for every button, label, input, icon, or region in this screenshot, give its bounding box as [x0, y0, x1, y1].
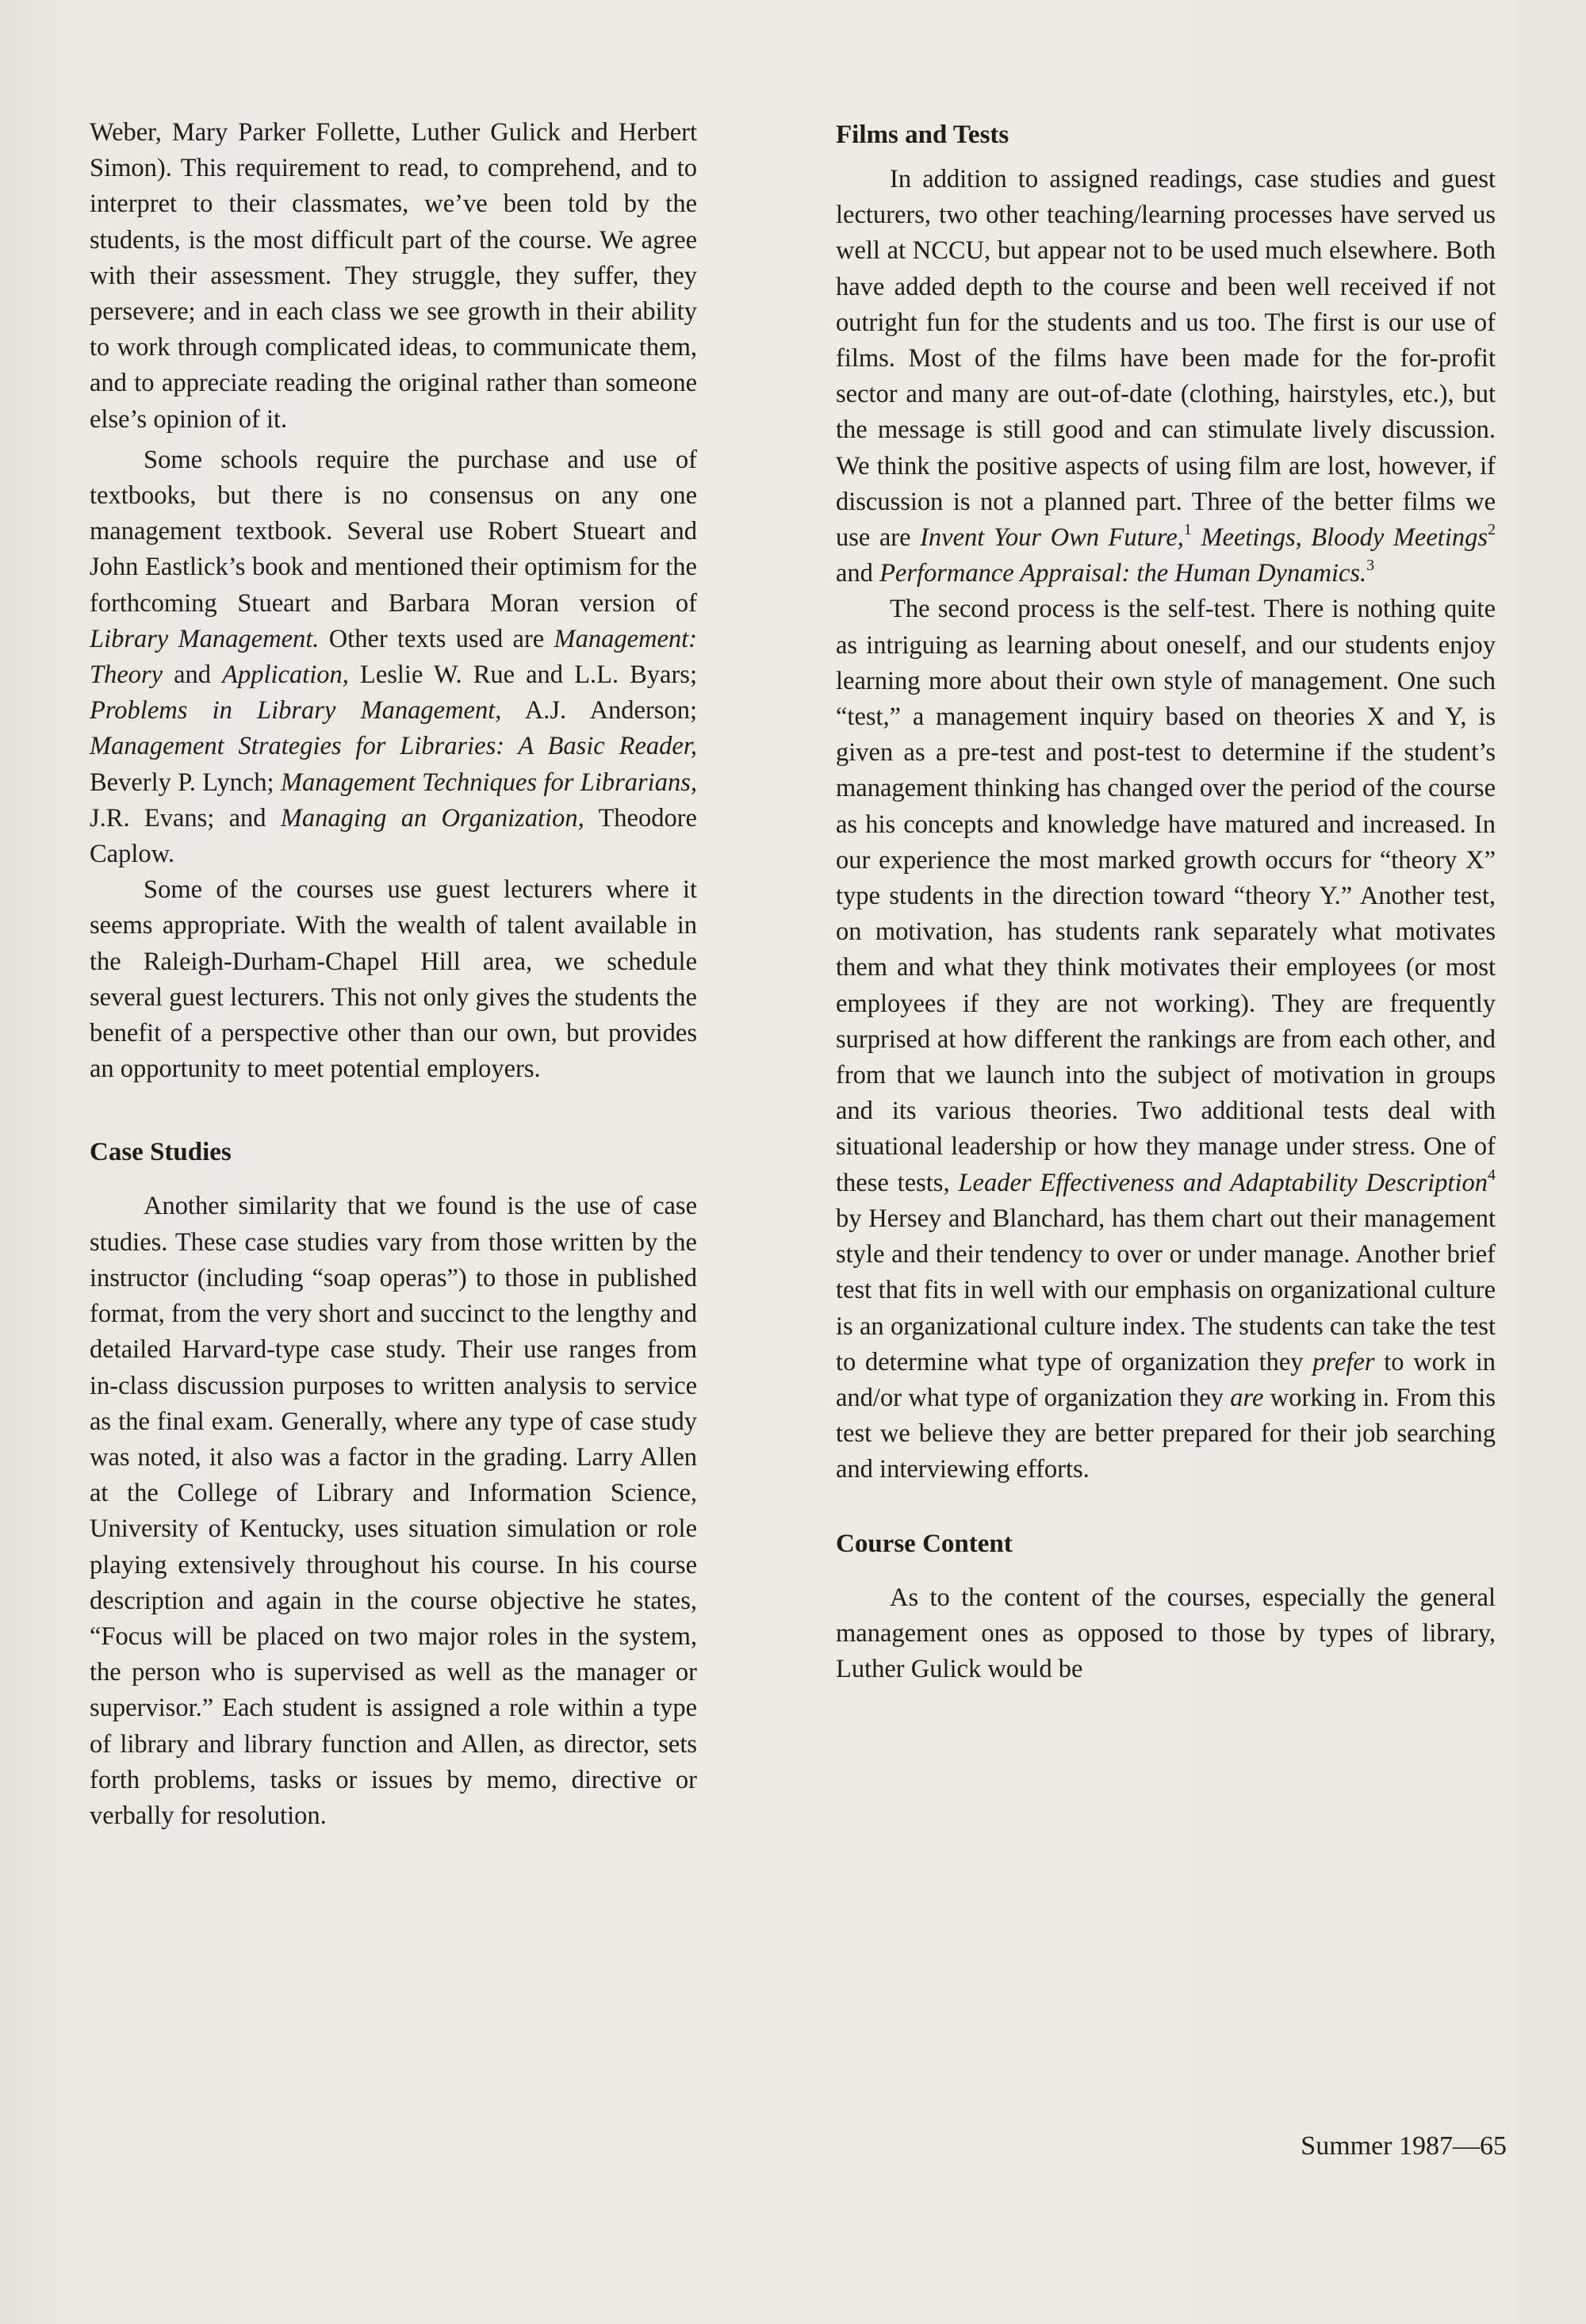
emphasis: are [1230, 1383, 1264, 1412]
left-column [90, 115, 697, 1834]
book-title: Application, [222, 660, 349, 690]
footnote-ref: 2 [1488, 521, 1496, 539]
book-title: Managing an Organization, [280, 803, 584, 833]
section-heading-films-and-tests: Films and Tests [836, 121, 1009, 149]
paragraph: Some of the courses use guest lecturers where it seems appropriate. With the wealth of talent available in the Raleigh-Durham-Chapel Hill area, we schedule several guest lecturers. This not only gives the students the benefit of a perspective other than our own, but provides an opportunity to meet potential employers. [90, 875, 697, 1084]
book-title: Problems in Library Management, [90, 696, 502, 726]
paragraph: Weber, Mary Parker Follette, Luther Gulick and Herbert Simon). This requirement to read, to comprehend, and to interpret to their classmates, we’ve been told by the students, is the most difficult part of the course. We agree with their assessment. They struggle, they suffer, they persevere; and in each class we see growth in their ability to work through complicated ideas, to communicate them, and to appreciate reading the original rather than someone else’s opinion of it. [90, 118, 697, 434]
page-footer: Summer 1987—65 [1301, 2131, 1507, 2161]
book-title: Management Strategies for Libraries: A Basic Reader, [90, 732, 697, 761]
emphasis: prefer [1312, 1347, 1375, 1376]
footnote-ref: 4 [1488, 1166, 1496, 1184]
right-column [836, 117, 1496, 1687]
book-title: Management: Theory [90, 624, 697, 690]
book-title: Management Techniques for Librarians, [280, 768, 697, 797]
footnote-ref: 3 [1366, 557, 1375, 575]
section-heading-course-content: Course Content [836, 1529, 1013, 1558]
paragraph: Some schools require the purchase and use of textbooks, but there is no consensus on any one management textbook. Several use Robert Stueart and John Eastlick’s book and mentioned their optimism for the forthcoming Stueart and Barbara Moran version of Library Management. Other texts used are Management: Theory and Application, Leslie W. Rue and L.L. Byars; Problems in Library Management, A.J. Anderson; Management Strategies for Libraries: A Basic Reader, Beverly P. Lynch; Management Techniques for Librarians, J.R. Evans; and Managing an Organization, Theodore Caplow. [90, 445, 697, 869]
test-title: Leader Effectiveness and Adaptability Description [958, 1168, 1488, 1197]
paragraph: Another similarity that we found is the use of case studies. These case studies vary from those written by the instructor (including “soap operas”) to those in published format, from the very short and succinct to the lengthy and detailed Harvard-type case study. Their use ranges from in-class discussion purposes to written analysis to service as the final exam. Generally, where any type of case study was noted, it also was a factor in the grading. Larry Allen at the College of Library and Information Science, University of Kentucky, uses situation simulation or role playing extensively throughout his course. In his course description and again in the course objective he states, “Focus will be placed on two major roles in the system, the person who is supervised as well as the manager or supervisor.” Each student is assigned a role within a type of library and library function and Allen, as director, sets forth problems, tasks or issues by memo, directive or verbally for resolution. [90, 1192, 697, 1830]
paragraph: As to the content of the courses, especially the general management ones as opposed to those by types of library, Luther Gulick would be [836, 1583, 1496, 1683]
film-title: Meetings, Bloody Meetings [1201, 523, 1488, 553]
section-heading-case-studies: Case Studies [90, 1138, 232, 1167]
film-title: Performance Appraisal: the Human Dynamics. [879, 559, 1367, 588]
footnote-ref: 1 [1183, 521, 1192, 539]
book-title: Library Management. [90, 624, 320, 653]
paragraph: In addition to assigned readings, case studies and guest lecturers, two other teaching/learning processes have served us well at NCCU, but appear not to be used much elsewhere. Both have added depth to the course and been well received if not outright fun for the students and us too. The first is our use of films. Most of the films have been made for the for-profit sector and many are out-of-date (clothing, hairstyles, etc.), but the message is still good and can stimulate lively discussion. We think the positive aspects of using film are lost, however, if discussion is not a planned part. Three of the better films we use are Invent Your Own Future,$^1$ Meetings, Bloody Meetings$^2$ and Performance Appraisal: the Human Dynamics.$^3$ [836, 165, 1496, 588]
film-title: Invent Your Own Future, [920, 523, 1184, 553]
paragraph: The second process is the self-test. There is nothing quite as intriguing as learning about oneself, and our students enjoy learning more about their own style of management. One such “test,” a management inquiry based on theories X and Y, is given as a pre-test and post-test to determine if the student’s management thinking has changed over the period of the course as his concepts and knowledge have matured and increased. In our experience the most marked growth occurs for “theory X” type students in the direction toward “theory Y.” Another test, on motivation, has students rank separately what motivates them and what they think motivates their employees (or most employees if they are not working). They are frequently surprised at how different the rankings are from each other, and from that we launch into the subject of motivation in groups and its various theories. Two additional tests deal with situational leadership or how they manage under stress. One of these tests, Leader Effectiveness and Adaptability Description$^4$ by Hersey and Blanchard, has them chart out their management style and their tendency to over or under manage. Another brief test that fits in well with our emphasis on organizational culture is an organizational culture index. The students can take the test to determine what type of organization they prefer to work in and/or what type of organization they are working in. From this test we believe they are better prepared for their job searching and interviewing efforts. [836, 595, 1496, 1484]
